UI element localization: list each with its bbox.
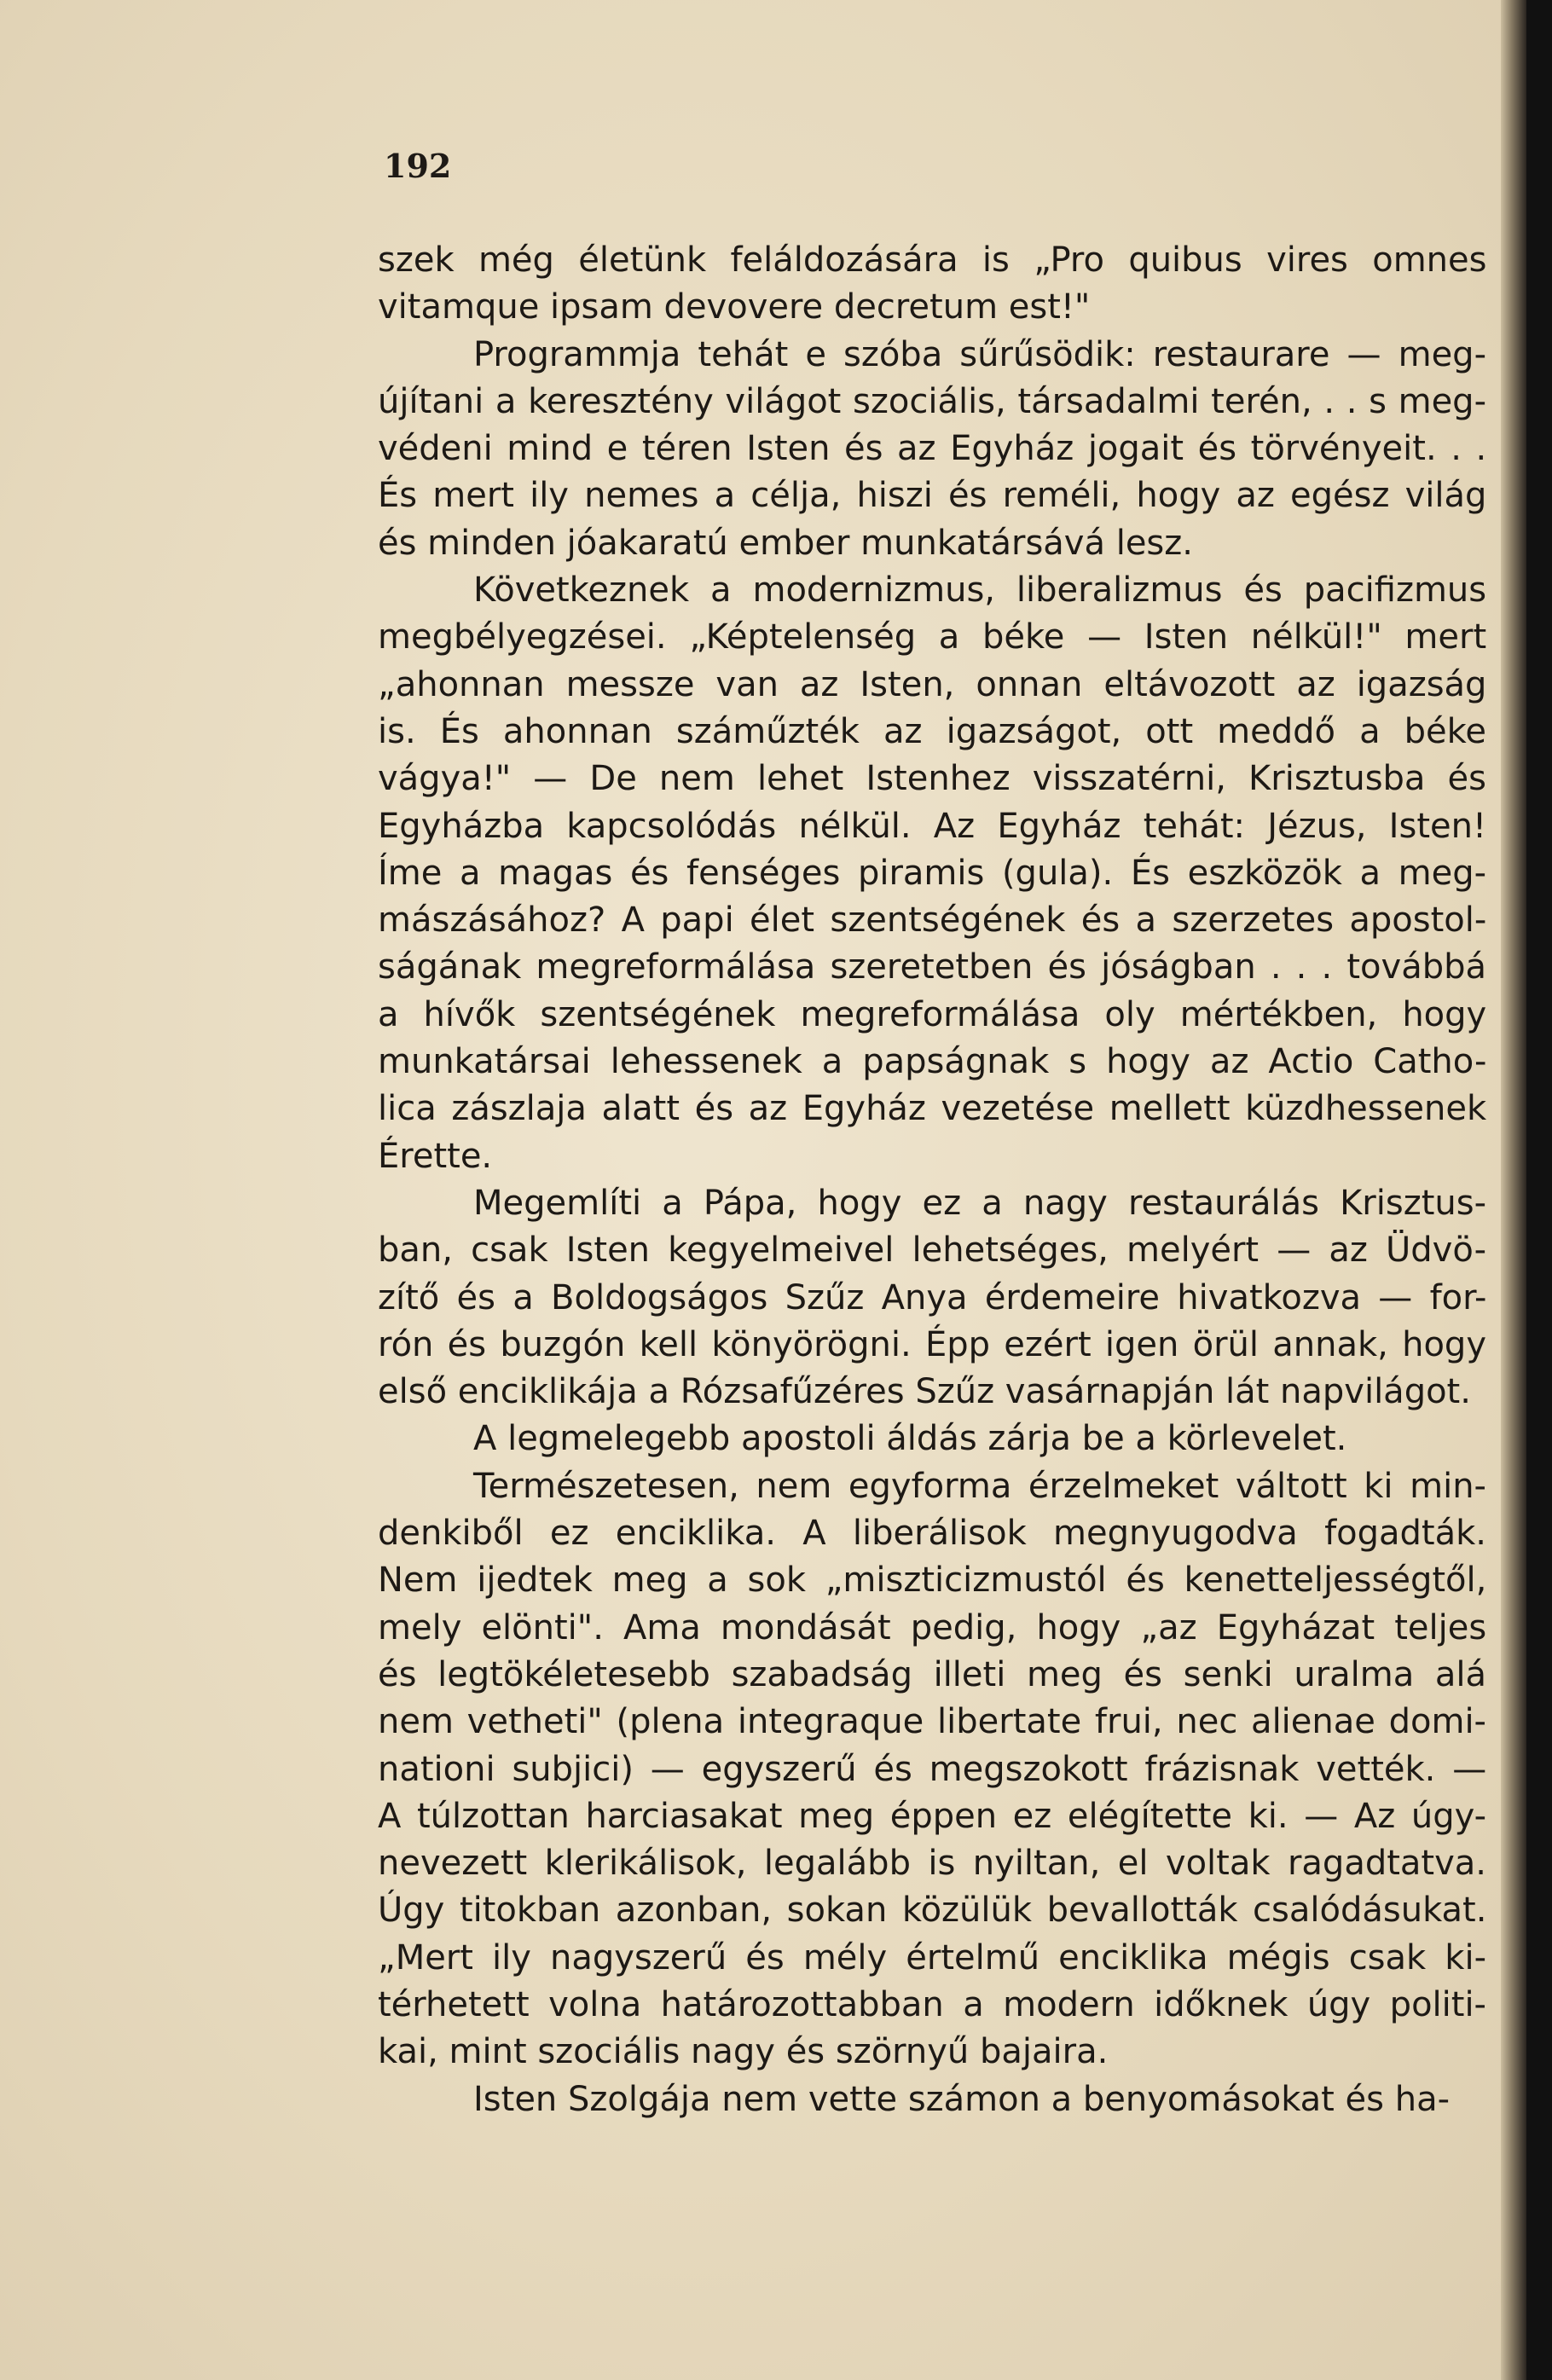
text-line: lica zászlaja alatt és az Egyház vezetése mellett küzdhessenek (378, 1089, 1486, 1129)
text-line: munkatársai lehessenek a papságnak s hogy az Actio Catho- (378, 1042, 1486, 1082)
text-line: szek még életünk feláldozására is „Pro quibus vires omnes (378, 240, 1486, 280)
body-text (378, 237, 1486, 2123)
text-line: És mert ily nemes a célja, hiszi és reméli, hogy az egész világ (378, 476, 1486, 516)
paragraph (378, 2076, 1486, 2123)
text-line: A túlzottan harciasakat meg éppen ez elégítette ki. — Az úgy- (378, 1796, 1486, 1836)
text-line: első enciklikája a Rózsafűzéres Szűz vasárnapján lát napvilágot. (378, 1372, 1471, 1412)
paragraph (378, 1463, 1486, 2076)
text-line: védeni mind e téren Isten és az Egyház jogait és törvényeit. . . (378, 429, 1486, 469)
text-line: és minden jóakaratú ember munkatársává lesz. (378, 523, 1193, 563)
page-number: 192 (384, 147, 452, 185)
text-line: Programmja tehát e szóba sűrűsödik: restaurare — meg- (473, 334, 1486, 374)
text-line: Egyházba kapcsolódás nélkül. Az Egyház tehát: Jézus, Isten! (378, 806, 1486, 846)
text-line: Következnek a modernizmus, liberalizmus és pacifizmus (473, 570, 1486, 611)
text-line: is. És ahonnan száműzték az igazságot, ott meddő a béke (378, 711, 1486, 751)
text-line: térhetett volna határozottabban a modern időknek úgy politi- (378, 1984, 1486, 2024)
text-line: a hívők szentségének megreformálása oly mértékben, hogy (378, 994, 1486, 1034)
text-line: zítő és a Boldogságos Szűz Anya érdemeire hivatkozva — for- (378, 1277, 1486, 1317)
text-line: Úgy titokban azonban, sokan közülük bevallották csalódásukat. (378, 1891, 1486, 1931)
text-line: nevezett klerikálisok, legalább is nyiltan, el voltak ragadtatva. (378, 1844, 1486, 1884)
text-line: „Mert ily nagyszerű és mély értelmű enciklika mégis csak ki- (378, 1937, 1486, 1978)
text-line: nem vetheti" (plena integraque libertate frui, nec alienae domi- (378, 1702, 1486, 1742)
page-edge (1501, 0, 1526, 2380)
text-line: denkiből ez enciklika. A liberálisok megnyugodva fogadták. (378, 1514, 1486, 1554)
text-line: vágya!" — De nem lehet Istenhez visszatérni, Krisztusba és (378, 759, 1486, 799)
paragraph (378, 567, 1486, 1180)
text-line: megbélyegzései. „Képtelenség a béke — Isten nélkül!" mert (378, 617, 1486, 657)
text-line: Íme a magas és fenséges piramis (gula). És eszközök a meg- (378, 853, 1486, 893)
text-line: A legmelegebb apostoli áldás zárja be a körlevelet. (473, 1419, 1347, 1459)
text-line: mászásához? A papi élet szentségének és a szerzetes apostol- (378, 900, 1486, 941)
text-line: ban, csak Isten kegyelmeivel lehetséges, melyért — az Üdvö- (378, 1231, 1486, 1271)
text-line: mely elönti". Ama mondását pedig, hogy „az Egyházat teljes (378, 1607, 1486, 1647)
paragraph (378, 332, 1486, 567)
text-line: Érette. (378, 1136, 493, 1176)
text-line: újítani a keresztény világot szociális, társadalmi terén, . . s meg- (378, 381, 1486, 421)
text-line: és legtökéletesebb szabadság illeti meg és senki uralma alá (378, 1654, 1486, 1694)
paragraph (378, 1416, 1486, 1462)
text-line: Természetesen, nem egyforma érzelmeket váltott ki min- (473, 1466, 1486, 1506)
text-line: rón és buzgón kell könyörögni. Épp ezért igen örül annak, hogy (378, 1324, 1486, 1364)
text-line: Nem ijedtek meg a sok „miszticizmustól és kenetteljességtől, (378, 1561, 1486, 1601)
text-line: „ahonnan messze van az Isten, onnan eltávozott az igazság (378, 664, 1486, 704)
text-line: kai, mint szociális nagy és szörnyű bajaira. (378, 2032, 1109, 2072)
text-line: ságának megreformálása szeretetben és jóságban . . . továbbá (378, 947, 1486, 987)
paragraph (378, 237, 1486, 332)
text-line: vitamque ipsam devovere decretum est!" (378, 287, 1091, 327)
text-line: Isten Szolgája nem vette számon a benyomásokat és ha- (473, 2079, 1451, 2119)
text-line: nationi subjici) — egyszerű és megszokott frázisnak vették. — (378, 1749, 1486, 1789)
text-line: Megemlíti a Pápa, hogy ez a nagy restaurálás Krisztus- (473, 1183, 1486, 1223)
paragraph (378, 1180, 1486, 1416)
